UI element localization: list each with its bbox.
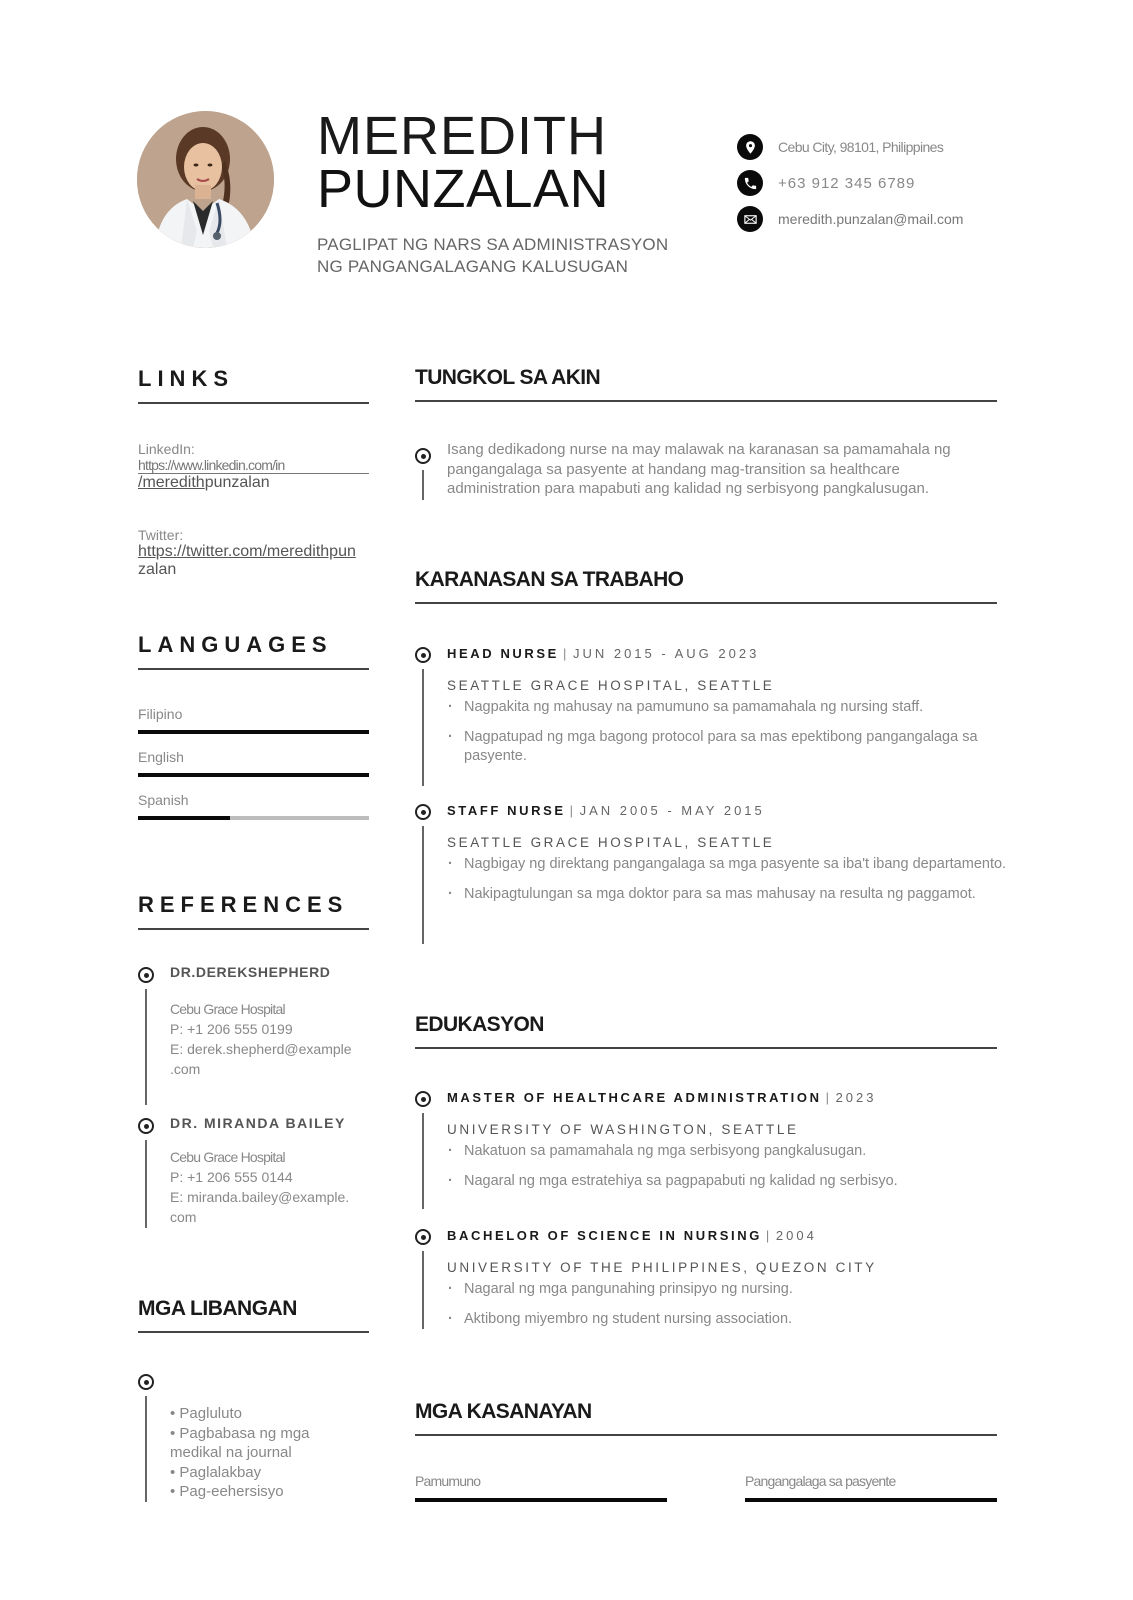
job-role: HEAD NURSE [447, 646, 559, 661]
reference-phone: P: +1 206 555 0144 [170, 1169, 293, 1185]
location-text: Cebu City, 98101, Philippines [778, 139, 944, 155]
language-level-bar [138, 730, 369, 734]
job-dates: JUN 2015 - AUG 2023 [572, 646, 760, 661]
reference-email-line-1: E: miranda.bailey@example. [170, 1189, 350, 1205]
education-bullet: · Aktibong miyembro ng student nursing association. [447, 1310, 1007, 1330]
reference-name: DR. MIRANDA BAILEY [170, 1115, 346, 1131]
timeline-dot-icon [138, 1118, 154, 1134]
about-line: administration para mapabuti ang kalidad ng serbisyong pangkalusugan. [447, 480, 929, 497]
references-divider [138, 928, 369, 930]
separator: | [825, 1090, 832, 1105]
reference-email-line-2: com [170, 1209, 197, 1225]
education-section-header [415, 1013, 997, 1049]
degree: BACHELOR OF SCIENCE IN NURSING [447, 1228, 762, 1243]
linkedin-url-underlined[interactable]: /meredith [138, 474, 205, 491]
twitter-label: Twitter: [138, 527, 184, 543]
job-bullet: · Nakipagtulungan sa mga doktor para sa mas mahusay na resulta ng paggamot. [447, 885, 1007, 905]
education-header [447, 1228, 817, 1243]
links-heading: LINKS [138, 366, 234, 391]
language-level-bar [138, 816, 369, 820]
job-role: STAFF NURSE [447, 803, 566, 818]
skills-heading: MGA KASANAYAN [415, 1400, 592, 1423]
timeline-dot-icon [138, 967, 154, 983]
timeline-dot-icon [415, 448, 431, 464]
language-name: English [138, 749, 184, 765]
language-item-spanish [138, 792, 369, 820]
school: UNIVERSITY OF THE PHILIPPINES, QUEZON CITY [447, 1260, 877, 1275]
job-dates: JAN 2005 - MAY 2015 [579, 803, 765, 818]
references-section-header [138, 892, 369, 930]
about-line: pangangalaga sa pasyente at handang mag-transition sa healthcare [447, 460, 900, 478]
timeline-dot-icon [415, 804, 431, 820]
education-header [447, 1090, 876, 1105]
education-bullets [447, 1280, 1007, 1339]
education-divider [415, 1047, 997, 1049]
email-text: meredith.punzalan@mail.com [778, 211, 964, 227]
separator: | [765, 1228, 772, 1243]
degree: MASTER OF HEALTHCARE ADMINISTRATION [447, 1090, 822, 1105]
timeline-line [422, 470, 424, 500]
reference-email-line-2: .com [170, 1061, 201, 1077]
languages-heading: LANGUAGES [138, 632, 333, 657]
timeline-dot-icon [415, 1091, 431, 1107]
timeline-line [422, 1251, 424, 1329]
about-line: Isang dedikadong nurse na may malawak na karanasan sa pamamahala ng [447, 441, 951, 458]
job-header [447, 646, 759, 661]
reference-email-line-1: E: derek.shepherd@example [170, 1041, 352, 1057]
hobbies-section-header [138, 1297, 369, 1333]
skill-item-pamumuno [415, 1473, 667, 1502]
profile-photo [137, 111, 274, 248]
school: UNIVERSITY OF WASHINGTON, SEATTLE [447, 1122, 799, 1137]
timeline-line [422, 669, 424, 786]
graduation-year: 2023 [835, 1090, 877, 1105]
references-heading: REFERENCES [138, 892, 349, 917]
job-bullet: · Nagbigay ng direktang pangangalaga sa mga pasyente sa iba't ibang departamento. [447, 855, 1007, 875]
hobby-item: • Pagluluto [170, 1405, 242, 1422]
links-divider [138, 402, 369, 404]
reference-details [170, 1147, 380, 1227]
separator: | [569, 803, 576, 818]
job-bullet: · Nagpatupad ng mga bagong protocol para sa mas epektibong pangangalaga sa pasyente. [447, 728, 1007, 767]
timeline-dot-icon [415, 1229, 431, 1245]
job-title [317, 234, 717, 278]
experience-heading: KARANASAN SA TRABAHO [415, 568, 684, 591]
languages-divider [138, 668, 369, 670]
skill-item-pangangalaga [745, 1473, 997, 1502]
about-text [447, 440, 1007, 499]
education-heading: EDUKASYON [415, 1013, 544, 1036]
skill-name: Pamumuno [415, 1473, 481, 1489]
about-divider [415, 400, 997, 402]
last-name: PUNZALAN [317, 159, 610, 219]
location-pin-icon [737, 134, 763, 160]
hobby-item: • Paglalakbay [170, 1463, 262, 1481]
language-item-english [138, 749, 369, 777]
job-bullets [447, 698, 1007, 777]
skills-divider [415, 1434, 997, 1436]
reference-org: Cebu Grace Hospital [170, 1001, 285, 1017]
contact-location [737, 134, 1017, 160]
reference-details [170, 999, 380, 1079]
job-org: SEATTLE GRACE HOSPITAL, SEATTLE [447, 678, 775, 693]
twitter-url-line-2[interactable]: zalan [138, 561, 177, 578]
language-name: Spanish [138, 792, 189, 808]
reference-name: DR.DEREKSHEPHERD [170, 964, 331, 980]
hobby-item: • Pag-eehersisyo [170, 1483, 284, 1500]
graduation-year: 2004 [775, 1228, 817, 1243]
linkedin-link-block [138, 441, 369, 492]
envelope-icon [737, 206, 763, 232]
skill-level-bar [415, 1498, 667, 1502]
timeline-line [422, 826, 424, 944]
timeline-line [145, 1396, 147, 1502]
hobby-item: medikal na journal [170, 1444, 292, 1461]
job-title-line-2: NG PANGANGALAGANG KALUSUGAN [317, 257, 629, 276]
separator: | [562, 646, 569, 661]
language-level-fill [138, 730, 369, 734]
timeline-line [145, 1140, 147, 1228]
skill-level-fill [745, 1498, 997, 1502]
linkedin-url-rest[interactable]: punzalan [204, 474, 270, 491]
hobby-item: • Pagbabasa ng mga [170, 1424, 310, 1442]
job-bullets [447, 855, 1007, 914]
phone-text: +63 912 345 6789 [778, 174, 916, 192]
about-section-header [415, 366, 997, 402]
reference-org: Cebu Grace Hospital [170, 1149, 285, 1165]
twitter-link-block [138, 527, 378, 578]
timeline-line [145, 989, 147, 1105]
skill-level-bar [745, 1498, 997, 1502]
contact-phone [737, 170, 1017, 196]
education-bullet: · Nakatuon sa pamamahala ng mga serbisyong pangkalusugan. [447, 1142, 1007, 1162]
hobbies-list [170, 1404, 370, 1502]
language-level-fill [138, 816, 230, 820]
linkedin-url-line-1[interactable]: https://www.linkedin.com/in [138, 457, 369, 474]
links-section-header [138, 366, 369, 404]
experience-section-header [415, 568, 997, 604]
language-name: Filipino [138, 706, 183, 722]
contact-email [737, 206, 1017, 232]
job-header [447, 803, 765, 818]
education-bullet: · Nagaral ng mga estratehiya sa pagpapabuti ng kalidad ng serbisyo. [447, 1172, 1007, 1192]
skills-section-header [415, 1400, 997, 1436]
linkedin-label: LinkedIn: [138, 441, 195, 457]
hobbies-heading: MGA LIBANGAN [138, 1297, 297, 1320]
skill-level-fill [415, 1498, 667, 1502]
timeline-dot-icon [138, 1374, 154, 1390]
portrait-icon [137, 111, 274, 248]
linkedin-url-line-2[interactable] [138, 474, 369, 492]
language-item-filipino [138, 706, 369, 734]
language-level-bar [138, 773, 369, 777]
education-bullet: · Nagaral ng mga pangunahing prinsipyo ng nursing. [447, 1280, 1007, 1300]
languages-section-header [138, 632, 369, 670]
job-org: SEATTLE GRACE HOSPITAL, SEATTLE [447, 835, 775, 850]
about-heading: TUNGKOL SA AKIN [415, 366, 601, 389]
language-level-fill [138, 773, 369, 777]
education-bullets [447, 1142, 1007, 1201]
timeline-line [422, 1113, 424, 1209]
job-title-line-1: PAGLIPAT NG NARS SA ADMINISTRASYON [317, 235, 669, 254]
phone-icon [737, 170, 763, 196]
skill-name: Pangangalaga sa pasyente [745, 1473, 896, 1489]
hobbies-divider [138, 1331, 369, 1333]
twitter-url-line-1[interactable]: https://twitter.com/meredithpun [138, 543, 356, 560]
timeline-dot-icon [415, 647, 431, 663]
experience-divider [415, 602, 997, 604]
first-name: MEREDITH [317, 106, 607, 166]
reference-phone: P: +1 206 555 0199 [170, 1021, 293, 1037]
job-bullet: · Nagpakita ng mahusay na pamumuno sa pamamahala ng nursing staff. [447, 698, 1007, 718]
